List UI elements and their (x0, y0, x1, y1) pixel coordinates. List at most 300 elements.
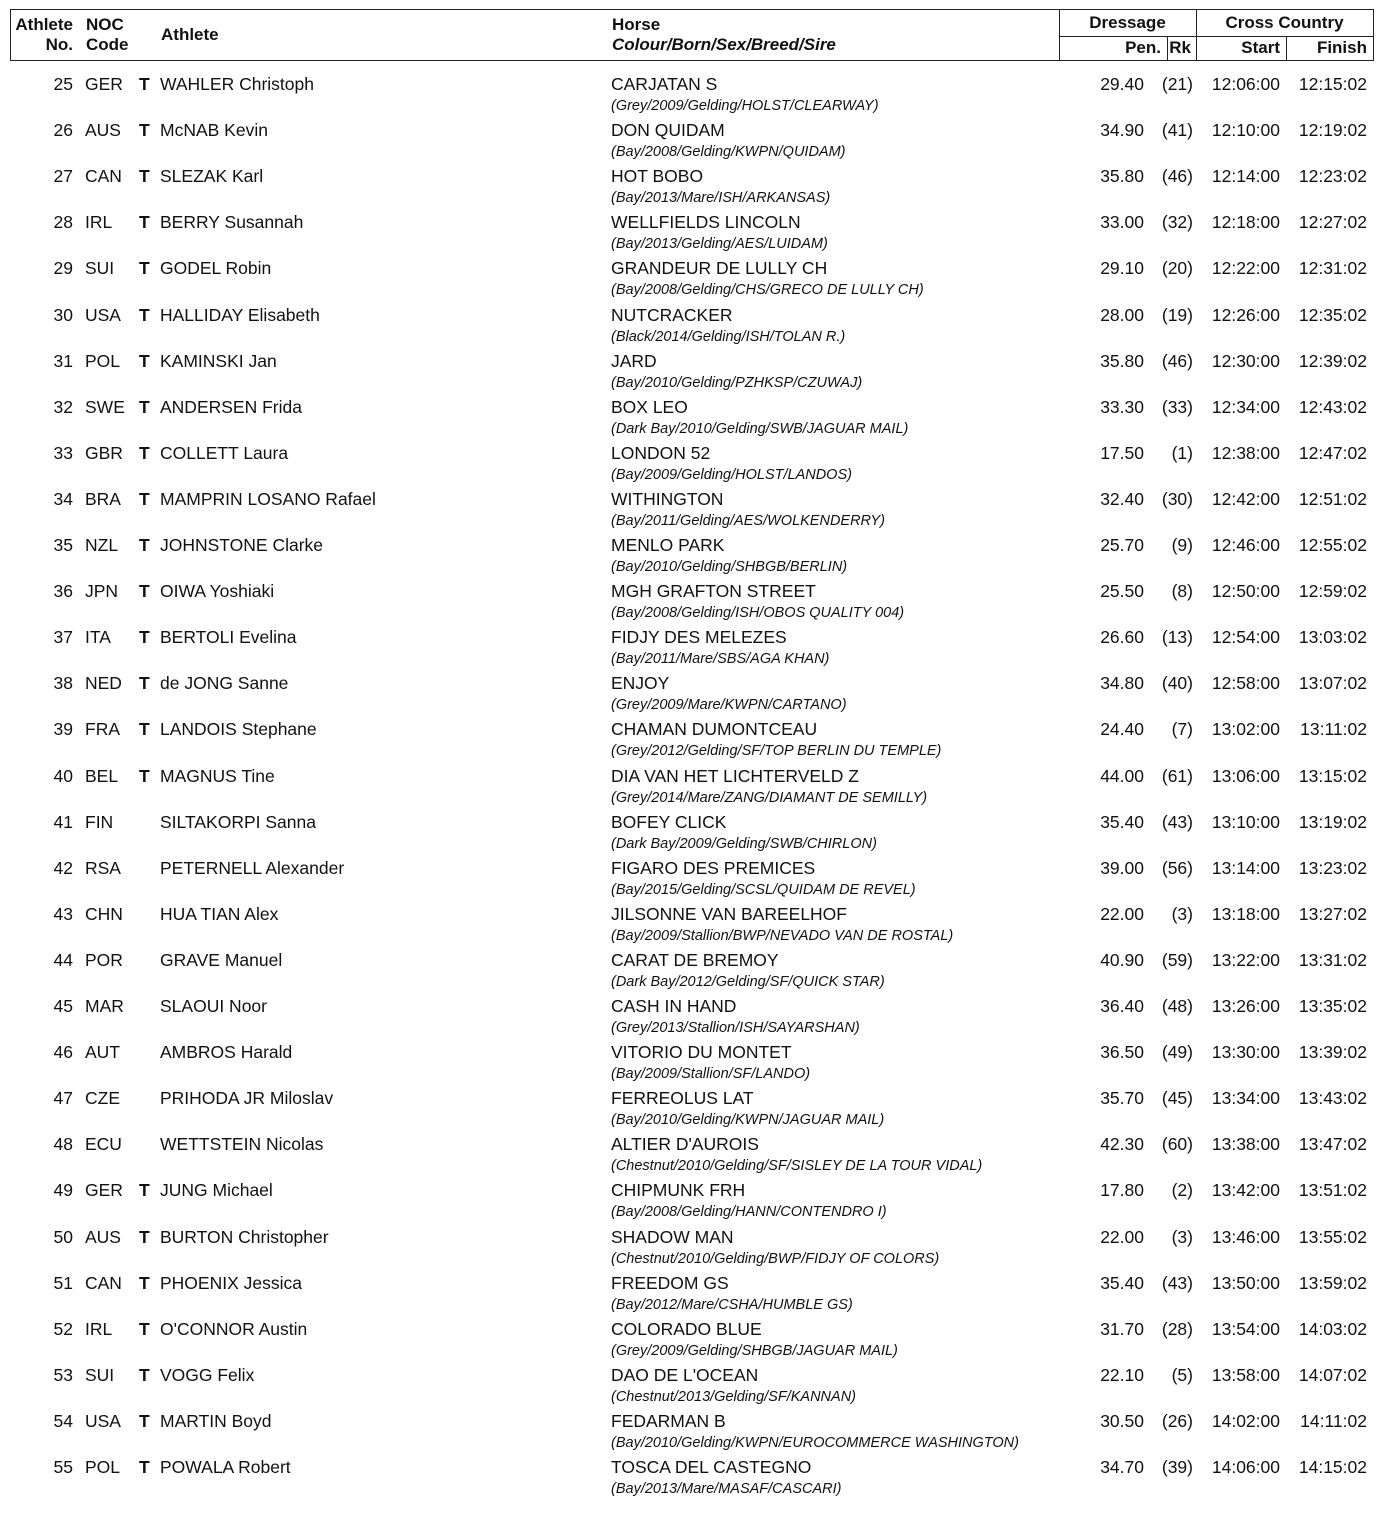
athlete-no: 36 (53, 581, 73, 602)
cross-country-start: 13:30:00 (1211, 1042, 1280, 1063)
table-row (0, 211, 1400, 257)
athlete-name: BURTON Christopher (160, 1226, 329, 1247)
athlete-no: 52 (53, 1318, 73, 1339)
horse-name: CARJATAN S (611, 74, 718, 94)
table-row (0, 1087, 1400, 1133)
athlete-no: 39 (53, 719, 73, 740)
athlete-no: 26 (53, 120, 73, 141)
dressage-rank: (3) (1171, 903, 1193, 924)
athlete-no: 43 (53, 903, 73, 924)
athlete-name: POWALA Robert (160, 1457, 291, 1477)
dressage-penalty: 26.60 (1100, 627, 1144, 648)
team-marker: T (139, 1457, 150, 1477)
cross-country-start: 12:18:00 (1211, 212, 1280, 233)
dressage-rank: (2) (1171, 1180, 1193, 1201)
athlete-no: 30 (53, 304, 73, 325)
dressage-rank: (19) (1161, 304, 1193, 325)
horse-details: (Bay/2012/Mare/CSHA/HUMBLE GS) (611, 1296, 853, 1313)
athlete-name: SLEZAK Karl (160, 166, 264, 187)
noc-code: USA (85, 1410, 121, 1431)
cross-country-finish: 12:47:02 (1298, 442, 1367, 463)
team-marker: T (139, 1364, 150, 1385)
athlete-name: BERTOLI Evelina (160, 627, 297, 648)
horse-name: NUTCRACKER (611, 304, 733, 325)
noc-code: BRA (85, 488, 121, 509)
cross-country-finish: 13:35:02 (1298, 996, 1367, 1016)
table-row (0, 580, 1400, 626)
cross-country-start: 13:54:00 (1211, 1318, 1280, 1339)
athlete-no: 51 (53, 1272, 73, 1293)
athlete-name: PRIHODA JR Miloslav (160, 1088, 334, 1109)
table-row (0, 1226, 1400, 1272)
horse-details: (Bay/2008/Gelding/KWPN/QUIDAM) (611, 144, 846, 161)
dressage-rank: (21) (1161, 74, 1193, 94)
athlete-no: 27 (53, 166, 73, 187)
cross-country-finish: 13:11:02 (1300, 719, 1367, 740)
horse-name: FERREOLUS LAT (611, 1088, 754, 1109)
cross-country-start: 12:42:00 (1211, 488, 1280, 509)
table-row (0, 257, 1400, 303)
dressage-penalty: 28.00 (1100, 304, 1144, 325)
dressage-penalty: 34.70 (1100, 1457, 1144, 1477)
athlete-no: 42 (53, 857, 73, 878)
cross-country-start: 13:22:00 (1211, 949, 1280, 970)
cross-country-finish: 12:55:02 (1298, 535, 1367, 555)
athlete-name: HALLIDAY Elisabeth (160, 304, 320, 325)
athlete-name: JOHNSTONE Clarke (160, 535, 324, 555)
horse-name: FEDARMAN B (611, 1410, 726, 1431)
noc-code: ITA (85, 627, 111, 648)
cross-country-start: 14:06:00 (1211, 1457, 1280, 1477)
dressage-rank: (61) (1161, 765, 1193, 786)
dressage-rank: (26) (1161, 1410, 1193, 1431)
dressage-rank: (20) (1161, 258, 1193, 279)
horse-details: (Black/2014/Gelding/ISH/TOLAN R.) (611, 328, 846, 345)
horse-details: (Bay/2009/Stallion/SF/LANDO) (611, 1066, 811, 1083)
team-marker: T (139, 535, 150, 555)
cross-country-finish: 12:39:02 (1298, 350, 1367, 371)
header-athlete-no-line2: No. (45, 35, 73, 54)
noc-code: FIN (85, 811, 114, 832)
header-start: Start (1241, 38, 1280, 57)
athlete-name: de JONG Sanne (160, 673, 289, 694)
horse-details: (Bay/2010/Gelding/KWPN/EUROCOMMERCE WASHINGTON) (611, 1434, 1019, 1451)
dressage-rank: (56) (1161, 857, 1193, 878)
horse-details: (Chestnut/2010/Gelding/BWP/FIDJY OF COLORS) (611, 1250, 940, 1267)
cross-country-start: 12:38:00 (1211, 442, 1280, 463)
table-header (10, 9, 1374, 61)
horse-details: (Bay/2009/Gelding/HOLST/LANDOS) (611, 466, 852, 483)
horse-details: (Bay/2008/Gelding/HANN/CONTENDRO I) (611, 1204, 887, 1221)
horse-details: (Bay/2010/Gelding/PZHKSP/CZUWAJ) (611, 374, 863, 391)
cross-country-finish: 13:23:02 (1298, 857, 1367, 878)
athlete-name: GODEL Robin (160, 258, 272, 279)
noc-code: GER (85, 1180, 123, 1201)
cross-country-start: 12:10:00 (1211, 120, 1280, 141)
cross-country-finish: 13:27:02 (1298, 903, 1367, 924)
dressage-rank: (46) (1161, 350, 1193, 371)
horse-details: (Bay/2008/Gelding/ISH/OBOS QUALITY 004) (611, 605, 905, 622)
athlete-no: 34 (53, 488, 73, 509)
noc-code: POL (85, 350, 121, 371)
athlete-no: 31 (53, 350, 73, 371)
athlete-name: ANDERSEN Frida (160, 396, 302, 417)
noc-code: ECU (85, 1134, 122, 1155)
noc-code: BEL (85, 765, 119, 786)
table-row (0, 765, 1400, 811)
athlete-name: OIWA Yoshiaki (160, 581, 275, 602)
header-noc-line2: Code (86, 35, 129, 54)
athlete-no: 49 (53, 1180, 73, 1201)
athlete-no: 35 (53, 535, 73, 555)
cross-country-finish: 12:23:02 (1298, 166, 1367, 187)
dressage-penalty: 34.90 (1100, 120, 1144, 141)
dressage-penalty: 24.40 (1100, 719, 1144, 740)
cross-country-start: 13:58:00 (1211, 1364, 1280, 1385)
horse-name: CHIPMUNK FRH (611, 1180, 746, 1201)
cross-country-start: 13:38:00 (1211, 1134, 1280, 1155)
athlete-name: GRAVE Manuel (160, 949, 283, 970)
athlete-no: 48 (53, 1134, 73, 1155)
horse-name: ENJOY (611, 673, 670, 694)
team-marker: T (139, 1318, 150, 1339)
table-row (0, 73, 1400, 119)
cross-country-start: 12:50:00 (1211, 581, 1280, 602)
athlete-no: 55 (53, 1457, 73, 1477)
dressage-rank: (28) (1161, 1318, 1193, 1339)
cross-country-finish: 13:31:02 (1298, 949, 1367, 970)
athlete-name: KAMINSKI Jan (160, 350, 277, 371)
athlete-name: HUA TIAN Alex (160, 903, 279, 924)
dressage-rank: (33) (1161, 396, 1193, 417)
dressage-rank: (46) (1161, 166, 1193, 187)
team-marker: T (139, 581, 150, 602)
athlete-no: 53 (53, 1364, 73, 1385)
noc-code: SWE (85, 396, 125, 417)
header-rk: Rk (1169, 38, 1191, 57)
athlete-no: 29 (53, 258, 73, 279)
athlete-no: 37 (53, 627, 73, 648)
dressage-penalty: 31.70 (1100, 1318, 1144, 1339)
dressage-rank: (40) (1161, 673, 1193, 694)
cross-country-finish: 12:51:02 (1298, 488, 1367, 509)
cross-country-finish: 13:59:02 (1298, 1272, 1367, 1293)
horse-details: (Bay/2009/Stallion/BWP/NEVADO VAN DE ROSTAL) (611, 927, 954, 944)
cross-country-finish: 14:07:02 (1298, 1364, 1367, 1385)
team-marker: T (139, 74, 150, 94)
athlete-name: SLAOUI Noor (160, 996, 267, 1016)
horse-name: TOSCA DEL CASTEGNO (611, 1457, 812, 1477)
dressage-rank: (39) (1161, 1457, 1193, 1477)
horse-details: (Grey/2013/Stallion/ISH/SAYARSHAN) (611, 1020, 860, 1036)
athlete-no: 33 (53, 442, 73, 463)
dressage-rank: (7) (1171, 719, 1193, 740)
horse-name: FIDJY DES MELEZES (611, 627, 787, 648)
dressage-penalty: 44.00 (1100, 765, 1144, 786)
dressage-penalty: 25.50 (1100, 581, 1144, 602)
noc-code: POR (85, 949, 123, 970)
team-marker: T (139, 396, 150, 417)
table-row (0, 1133, 1400, 1179)
noc-code: CAN (85, 166, 122, 187)
dressage-rank: (60) (1161, 1134, 1193, 1155)
horse-name: DAO DE L'OCEAN (611, 1364, 759, 1385)
cross-country-finish: 12:35:02 (1298, 304, 1367, 325)
dressage-penalty: 35.40 (1100, 1272, 1144, 1293)
cross-country-finish: 12:15:02 (1298, 74, 1367, 94)
dressage-rank: (43) (1161, 811, 1193, 832)
cross-country-start: 12:58:00 (1211, 673, 1280, 694)
athlete-name: PETERNELL Alexander (160, 857, 345, 878)
cross-country-finish: 13:51:02 (1298, 1180, 1367, 1201)
table-row (0, 718, 1400, 764)
dressage-penalty: 22.00 (1100, 903, 1144, 924)
dressage-penalty: 25.70 (1100, 535, 1144, 555)
cross-country-finish: 12:19:02 (1298, 120, 1367, 141)
table-row (0, 534, 1400, 580)
header-athlete: Athlete (161, 25, 219, 44)
dressage-rank: (41) (1161, 120, 1193, 141)
dressage-penalty: 17.50 (1100, 442, 1144, 463)
horse-name: WELLFIELDS LINCOLN (611, 212, 801, 233)
cross-country-finish: 12:59:02 (1298, 581, 1367, 602)
team-marker: T (139, 166, 150, 187)
noc-code: GER (85, 74, 123, 94)
dressage-rank: (45) (1161, 1088, 1193, 1109)
cross-country-finish: 14:11:02 (1300, 1410, 1367, 1431)
horse-name: MGH GRAFTON STREET (611, 581, 816, 602)
dressage-penalty: 40.90 (1100, 949, 1144, 970)
dressage-penalty: 32.40 (1100, 488, 1144, 509)
cross-country-finish: 13:15:02 (1298, 765, 1367, 786)
horse-name: LONDON 52 (611, 442, 711, 463)
horse-details: (Grey/2014/Mare/ZANG/DIAMANT DE SEMILLY) (611, 789, 928, 806)
dressage-rank: (5) (1171, 1364, 1193, 1385)
athlete-name: AMBROS Harald (160, 1042, 293, 1063)
cross-country-start: 12:14:00 (1211, 166, 1280, 187)
cross-country-finish: 13:19:02 (1298, 811, 1367, 832)
horse-details: (Grey/2012/Gelding/SF/TOP BERLIN DU TEMPLE) (611, 743, 942, 760)
horse-name: WITHINGTON (611, 488, 724, 509)
dressage-penalty: 35.40 (1100, 811, 1144, 832)
dressage-penalty: 35.70 (1100, 1088, 1144, 1109)
cross-country-start: 13:50:00 (1211, 1272, 1280, 1293)
table-row (0, 350, 1400, 396)
athlete-name: COLLETT Laura (160, 442, 289, 463)
athlete-name: O'CONNOR Austin (160, 1318, 308, 1339)
horse-name: DON QUIDAM (611, 120, 725, 141)
horse-details: (Grey/2009/Gelding/HOLST/CLEARWAY) (611, 98, 879, 114)
athlete-no: 45 (53, 996, 73, 1016)
team-marker: T (139, 442, 150, 463)
noc-code: MAR (85, 996, 124, 1016)
noc-code: CAN (85, 1272, 122, 1293)
noc-code: AUT (85, 1042, 120, 1063)
cross-country-start: 13:46:00 (1211, 1226, 1280, 1247)
horse-details: (Bay/2010/Gelding/SHBGB/BERLIN) (611, 559, 848, 575)
horse-details: (Bay/2013/Mare/ISH/ARKANSAS) (611, 190, 831, 207)
horse-name: BOFEY CLICK (611, 811, 727, 832)
horse-details: (Bay/2013/Gelding/AES/LUIDAM) (611, 236, 828, 253)
noc-code: CZE (85, 1088, 120, 1109)
cross-country-start: 13:14:00 (1211, 857, 1280, 878)
noc-code: IRL (85, 212, 113, 233)
horse-details: (Bay/2013/Mare/MASAF/CASCARI) (611, 1481, 842, 1497)
dressage-rank: (30) (1161, 488, 1193, 509)
cross-country-finish: 13:39:02 (1298, 1042, 1367, 1063)
athlete-no: 46 (53, 1042, 73, 1063)
athlete-name: JUNG Michael (160, 1180, 273, 1201)
horse-details: (Chestnut/2010/Gelding/SF/SISLEY DE LA TOUR VIDAL) (611, 1158, 983, 1175)
table-row (0, 995, 1400, 1041)
header-cross-country: Cross Country (1225, 13, 1344, 32)
table-row (0, 442, 1400, 488)
table-row (0, 1041, 1400, 1087)
athlete-no: 25 (53, 74, 73, 94)
cross-country-start: 13:02:00 (1211, 719, 1280, 740)
athlete-name: PHOENIX Jessica (160, 1272, 302, 1293)
table-row (0, 1456, 1400, 1502)
table-row (0, 949, 1400, 995)
cross-country-finish: 14:15:02 (1298, 1457, 1367, 1477)
team-marker: T (139, 120, 150, 141)
cross-country-finish: 13:07:02 (1298, 673, 1367, 694)
noc-code: IRL (85, 1318, 113, 1339)
horse-name: CASH IN HAND (611, 996, 737, 1016)
dressage-penalty: 22.10 (1100, 1364, 1144, 1385)
cross-country-finish: 13:03:02 (1298, 627, 1367, 648)
header-finish: Finish (1316, 38, 1367, 57)
table-row (0, 304, 1400, 350)
table-row (0, 396, 1400, 442)
athlete-no: 44 (53, 949, 73, 970)
horse-name: MENLO PARK (611, 535, 725, 555)
cross-country-start: 13:06:00 (1211, 765, 1280, 786)
athlete-name: WAHLER Christoph (160, 74, 314, 94)
horse-name: JILSONNE VAN BAREELHOF (611, 903, 847, 924)
dressage-penalty: 33.30 (1100, 396, 1144, 417)
table-row (0, 1272, 1400, 1318)
cross-country-start: 12:54:00 (1211, 627, 1280, 648)
team-marker: T (139, 1226, 150, 1247)
athlete-no: 40 (53, 765, 73, 786)
noc-code: NZL (85, 535, 119, 555)
athlete-no: 28 (53, 212, 73, 233)
noc-code: NED (85, 673, 122, 694)
table-row (0, 626, 1400, 672)
table-row (0, 1364, 1400, 1410)
dressage-penalty: 22.00 (1100, 1226, 1144, 1247)
table-row (0, 488, 1400, 534)
dressage-rank: (59) (1161, 949, 1193, 970)
athlete-name: McNAB Kevin (160, 120, 268, 141)
team-marker: T (139, 304, 150, 325)
cross-country-start: 14:02:00 (1211, 1410, 1280, 1431)
horse-name: SHADOW MAN (611, 1226, 734, 1247)
athlete-name: MAMPRIN LOSANO Rafael (160, 488, 376, 509)
dressage-penalty: 36.50 (1100, 1042, 1144, 1063)
header-horse-details: Colour/Born/Sex/Breed/Sire (612, 35, 836, 54)
dressage-penalty: 33.00 (1100, 212, 1144, 233)
team-marker: T (139, 258, 150, 279)
cross-country-finish: 12:27:02 (1298, 212, 1367, 233)
header-dressage: Dressage (1089, 13, 1166, 32)
cross-country-start: 13:18:00 (1211, 903, 1280, 924)
athlete-name: VOGG Felix (160, 1364, 255, 1385)
noc-code: GBR (85, 442, 123, 463)
athlete-name: LANDOIS Stephane (160, 719, 317, 740)
dressage-rank: (43) (1161, 1272, 1193, 1293)
noc-code: FRA (85, 719, 120, 740)
horse-name: BOX LEO (611, 396, 688, 417)
header-noc-line1: NOC (86, 15, 124, 34)
team-marker: T (139, 765, 150, 786)
dressage-rank: (13) (1161, 627, 1193, 648)
cross-country-start: 12:30:00 (1211, 350, 1280, 371)
horse-name: JARD (611, 350, 657, 371)
table-row (0, 672, 1400, 718)
cross-country-start: 12:22:00 (1211, 258, 1280, 279)
cross-country-start: 12:06:00 (1211, 74, 1280, 94)
team-marker: T (139, 488, 150, 509)
horse-name: CHAMAN DUMONTCEAU (611, 719, 818, 740)
cross-country-finish: 13:47:02 (1298, 1134, 1367, 1155)
dressage-penalty: 36.40 (1100, 996, 1144, 1016)
cross-country-start: 13:42:00 (1211, 1180, 1280, 1201)
dressage-penalty: 34.80 (1100, 673, 1144, 694)
horse-details: (Grey/2009/Mare/KWPN/CARTANO) (611, 697, 847, 714)
horse-details: (Dark Bay/2012/Gelding/SF/QUICK STAR) (611, 973, 885, 990)
team-marker: T (139, 627, 150, 648)
horse-name: CARAT DE BREMOY (611, 949, 779, 970)
athlete-name: MAGNUS Tine (160, 765, 275, 786)
athlete-no: 54 (53, 1410, 73, 1431)
dressage-rank: (1) (1171, 442, 1193, 463)
cross-country-finish: 13:43:02 (1298, 1088, 1367, 1109)
horse-details: (Dark Bay/2009/Gelding/SWB/CHIRLON) (611, 835, 877, 852)
cross-country-start: 13:26:00 (1211, 996, 1280, 1016)
team-marker: T (139, 212, 150, 233)
athlete-no: 47 (53, 1088, 73, 1109)
horse-name: DIA VAN HET LICHTERVELD Z (611, 765, 859, 786)
team-marker: T (139, 1272, 150, 1293)
athlete-name: BERRY Susannah (160, 212, 304, 233)
dressage-penalty: 30.50 (1100, 1410, 1144, 1431)
team-marker: T (139, 1410, 150, 1431)
team-marker: T (139, 350, 150, 371)
table-row (0, 1179, 1400, 1225)
dressage-rank: (8) (1171, 581, 1193, 602)
table-row (0, 811, 1400, 857)
athlete-no: 32 (53, 396, 73, 417)
table-row (0, 165, 1400, 211)
horse-name: VITORIO DU MONTET (611, 1042, 792, 1063)
horse-name: ALTIER D'AUROIS (611, 1134, 759, 1155)
horse-details: (Grey/2009/Gelding/SHBGB/JAGUAR MAIL) (611, 1342, 898, 1359)
header-athlete-no-line1: Athlete (15, 15, 73, 34)
noc-code: AUS (85, 120, 121, 141)
noc-code: JPN (85, 581, 119, 602)
athlete-name: MARTIN Boyd (160, 1410, 272, 1431)
athlete-no: 50 (53, 1226, 73, 1247)
dressage-rank: (48) (1161, 996, 1193, 1016)
horse-details: (Bay/2008/Gelding/CHS/GRECO DE LULLY CH) (611, 282, 924, 299)
athlete-name: SILTAKORPI Sanna (160, 811, 316, 832)
noc-code: SUI (85, 258, 115, 279)
horse-name: FIGARO DES PREMICES (611, 857, 816, 878)
horse-details: (Bay/2011/Mare/SBS/AGA KHAN) (611, 651, 830, 668)
table-row (0, 903, 1400, 949)
